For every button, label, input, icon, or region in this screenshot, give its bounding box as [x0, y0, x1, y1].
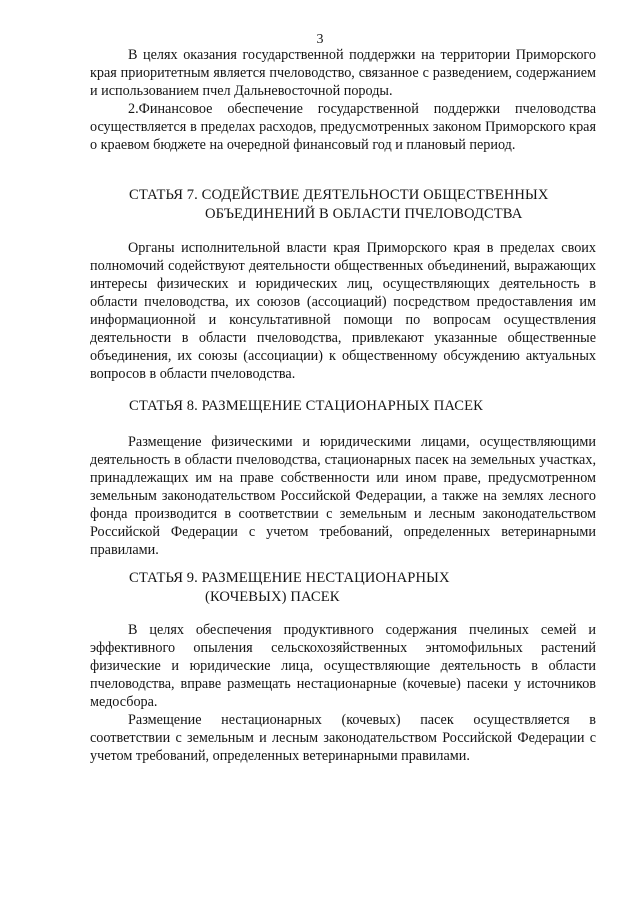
article-8-heading-line-1: СТАТЬЯ 8. РАЗМЕЩЕНИЕ СТАЦИОНАРНЫХ ПАСЕК [129, 398, 483, 414]
intro-paragraph-2: 2.Финансовое обеспечение государственной поддержки пчеловодства осуществляется в пределах расходов, предусмотренных законом Приморского края о краевом бюджете на очередной финансовый год и плановый период. [90, 101, 596, 153]
article-9-heading-line-1: СТАТЬЯ 9. РАЗМЕЩЕНИЕ НЕСТАЦИОНАРНЫХ [129, 570, 450, 586]
article-9-paragraph-2: Размещение нестационарных (кочевых) пасек осуществляется в соответствии с земельным и лесным законодательством Российской Федерации с учетом требований, определенных ветеринарными правилами. [90, 712, 596, 764]
intro-paragraph-1: В целях оказания государственной поддержки на территории Приморского края приоритетным является пчеловодство, связанное с разведением, содержанием и использованием пчел Дальневосточной породы. [90, 47, 596, 99]
article-8-heading [129, 397, 609, 416]
article-9-heading-line-2: (КОЧЕВЫХ) ПАСЕК [205, 589, 340, 605]
article-7-heading-line-2: ОБЪЕДИНЕНИЙ В ОБЛАСТИ ПЧЕЛОВОДСТВА [205, 206, 523, 222]
intro-section [90, 46, 596, 154]
article-7-heading [129, 186, 609, 224]
page-number: 3 [316, 32, 324, 47]
article-8-body [90, 433, 596, 559]
article-7-paragraph-1: Органы исполнительной власти края Приморского края в пределах своих полномочий содействуют деятельности общественных объединений, выражающих интересы физических и юридических лиц, осуществляющих деятельность в области пчеловодства, их союзов (ассоциаций) посредством предоставления им информационной и консультативной помощи по вопросам осуществления деятельности в области пчеловодства, привлекают указанные общественные объединения, их союзы (ассоциации) к общественному обсуждению актуальных вопросов в области пчеловодства. [90, 240, 596, 382]
article-9-heading [129, 569, 609, 607]
article-7-body [90, 239, 596, 383]
article-7-heading-line-1: СТАТЬЯ 7. СОДЕЙСТВИЕ ДЕЯТЕЛЬНОСТИ ОБЩЕСТВЕННЫХ [129, 187, 549, 203]
article-8-paragraph-1: Размещение физическими и юридическими лицами, осуществляющими деятельность в области пчеловодства, стационарных пасек на земельных участках, принадлежащих им на праве собственности или ином праве, предусмотренном земельным законодательством Российской Федерации, а также на землях лесного фонда производится в соответствии с земельным и лесным законодательством Российской Федерации с учетом требований, определенных ветеринарными правилами. [90, 434, 596, 558]
article-9-body [90, 621, 596, 765]
article-9-paragraph-1: В целях обеспечения продуктивного содержания пчелиных семей и эффективного опыления сельскохозяйственных энтомофильных растений физические и юридические лица, осуществляющие деятельность в области пчеловодства, вправе размещать нестационарные (кочевые) пасеки у источников медосбора. [90, 622, 596, 710]
